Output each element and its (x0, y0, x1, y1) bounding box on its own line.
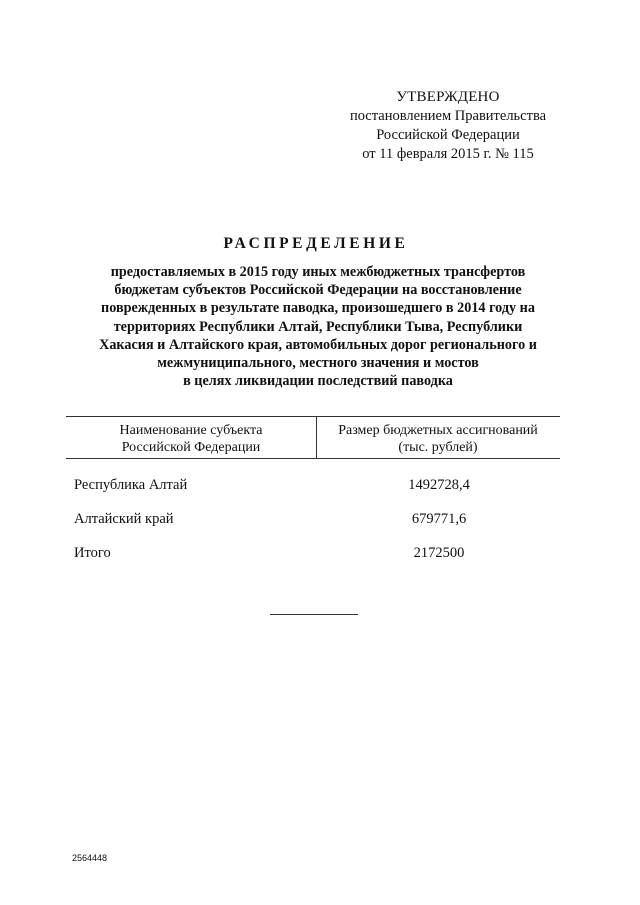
subtitle-line: Хакасия и Алтайского края, автомобильных дорог регионального и (99, 336, 537, 353)
subtitle-line: бюджетам субъектов Российской Федерации на восстановление (114, 282, 522, 299)
allocation-table (66, 416, 560, 579)
row-subject: Республика Алтай (74, 477, 188, 493)
approval-line-3: от 11 февраля 2015 г. № 115 (362, 146, 534, 162)
row-amount: 1492728,4 (408, 477, 470, 493)
subtitle-line: предоставляемых в 2015 году иных межбюджетных трансфертов (110, 264, 526, 280)
table-row-total (66, 545, 560, 579)
header-subject-line-2: Российской Федерации (121, 440, 261, 455)
approval-line-1: постановлением Правительства (349, 108, 547, 124)
header-subject-name (66, 422, 316, 456)
document-number: 2564448 (72, 853, 108, 863)
table-row (66, 511, 560, 545)
header-budget-line-1: Размер бюджетных ассигнований (338, 423, 538, 438)
subtitle-line: межмуниципального, местного значения и мостов (157, 355, 479, 372)
end-divider (270, 614, 358, 615)
approval-heading: УТВЕРЖДЕНО (396, 89, 500, 105)
row-subject: Алтайский край (74, 511, 174, 527)
row-amount: 679771,6 (411, 511, 467, 527)
document-subtitle (78, 263, 558, 390)
header-subject-line-1: Наименование субъекта (119, 423, 263, 438)
row-amount: 2172500 (413, 545, 465, 561)
header-budget-line-2: (тыс. рублей) (398, 440, 478, 455)
subtitle-line: поврежденных в результате паводка, произошедшего в 2014 году на (101, 300, 535, 317)
approval-line-2: Российской Федерации (376, 127, 520, 143)
approval-block (330, 88, 566, 164)
table-body (66, 459, 560, 579)
header-budget-amount (316, 422, 560, 456)
document-title: РАСПРЕДЕЛЕНИЕ (223, 235, 409, 252)
subtitle-line: территориях Республики Алтай, Республики Тыва, Республики (113, 318, 523, 335)
subtitle-line: в целях ликвидации последствий паводка (183, 373, 453, 390)
table-header (66, 416, 560, 459)
table-row (66, 477, 560, 511)
row-subject: Итого (74, 545, 111, 561)
